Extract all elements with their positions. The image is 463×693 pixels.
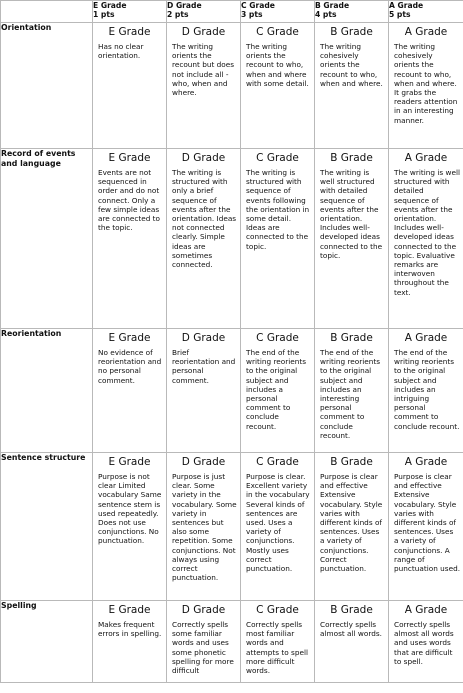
criterion-label: Sentence structure [1, 453, 93, 601]
cell-grade-title: E Grade [108, 26, 151, 38]
rubric-cell [389, 23, 463, 149]
rubric-cell [315, 149, 389, 329]
rubric-cell [167, 23, 241, 149]
criterion-label: Spelling [1, 601, 93, 683]
cell-grade-title: A Grade [404, 332, 448, 344]
cell-description: The writing cohesively orients the recount to who, when and where. [320, 42, 383, 88]
rubric-cell [93, 329, 167, 453]
grade-header-pts: 2 pts [167, 10, 189, 19]
rubric-cell [167, 329, 241, 453]
grade-header-name: C Grade [241, 1, 275, 10]
grade-header-b [315, 1, 389, 23]
cell-description: Purpose is clear. Excellent variety in the vocabulary Several kinds of sentences are used. Uses a variety of conjunctions. Mostly uses correct punctuation. [246, 472, 310, 574]
corner-cell [1, 1, 93, 23]
grade-header-c [241, 1, 315, 23]
rubric-cell [241, 453, 315, 601]
grade-header-pts: 1 pts [93, 10, 115, 19]
cell-grade-title: C Grade [256, 456, 299, 468]
cell-description: The writing is structured with sequence of events following the orientation in some detail. Ideas are connected to the topic. [246, 168, 310, 251]
rubric-cell [241, 23, 315, 149]
cell-grade-title: C Grade [256, 26, 299, 38]
rubric-cell [241, 149, 315, 329]
cell-grade-title: A Grade [404, 26, 448, 38]
rubric-cell [93, 23, 167, 149]
cell-description: Correctly spells almost all words and uses words that are difficult to spell. [394, 620, 454, 666]
rubric-cell [315, 23, 389, 149]
cell-description: Events are not sequenced in order and do not connect. Only a few simple ideas are connected to the topic. [98, 168, 160, 233]
cell-description: Purpose is not clear Limited vocabulary Same sentence stem is used repeatedly. Does not use conjunctions. No punctuation. [98, 472, 162, 546]
cell-description: The writing orients the recount to who, when and where with some detail. [246, 42, 309, 88]
cell-grade-title: B Grade [330, 152, 373, 164]
cell-grade-title: C Grade [256, 152, 299, 164]
rubric-cell [389, 601, 463, 683]
grade-header-e [93, 1, 167, 23]
cell-grade-title: A Grade [404, 456, 448, 468]
grade-header-pts: 5 pts [389, 10, 411, 19]
cell-description: The end of the writing reorients to the original subject and includes an interesting personal comment to conclude recount. [320, 348, 381, 440]
rubric-row-spelling [1, 601, 463, 683]
cell-grade-title: D Grade [181, 26, 226, 38]
rubric-row-reorientation [1, 329, 463, 453]
cell-description: No evidence of reorientation and no personal comment. [98, 348, 162, 385]
cell-grade-title: E Grade [108, 456, 151, 468]
rubric-cell [93, 453, 167, 601]
cell-description: The writing is well structured with detailed sequence of events after the orientation. Includes well-developed ideas connected to the topic. [320, 168, 383, 260]
rubric-cell [167, 149, 241, 329]
cell-description: Purpose is clear and effective Extensive vocabulary. Style varies with different kinds of sentences. Uses a variety of conjunctions. Correct punctuation. [320, 472, 383, 574]
cell-description: Purpose is clear and effective Extensive vocabulary. Style varies with different kinds of sentences. Uses a variety of conjunctions. A range of punctuation used. [394, 472, 461, 574]
grade-header-d [167, 1, 241, 23]
rubric-cell [389, 329, 463, 453]
rubric-cell [389, 453, 463, 601]
rubric-cell [315, 329, 389, 453]
cell-grade-title: D Grade [181, 456, 226, 468]
cell-grade-title: E Grade [108, 604, 151, 616]
grade-header-pts: 3 pts [241, 10, 263, 19]
rubric-cell [241, 601, 315, 683]
rubric-cell [93, 149, 167, 329]
cell-grade-title: A Grade [404, 604, 448, 616]
criterion-label: Record of events and language [1, 149, 93, 329]
cell-grade-title: A Grade [404, 152, 448, 164]
cell-description: Correctly spells most familiar words and attempts to spell more difficult words. [246, 620, 309, 676]
cell-grade-title: B Grade [330, 332, 373, 344]
cell-description: Has no clear orientation. [98, 42, 144, 61]
cell-description: The writing cohesively orients the recount to who, when and where. It grabs the readers attention in an interesting manner. [394, 42, 458, 125]
cell-grade-title: E Grade [108, 152, 151, 164]
cell-grade-title: B Grade [330, 604, 373, 616]
grade-header-name: D Grade [167, 1, 202, 10]
criterion-label: Reorientation [1, 329, 93, 453]
cell-grade-title: B Grade [330, 456, 373, 468]
cell-grade-title: D Grade [181, 152, 226, 164]
rubric-cell [167, 601, 241, 683]
cell-grade-title: C Grade [256, 332, 299, 344]
cell-description: The end of the writing reorients to the original subject and includes a personal comment to conclude recount. [246, 348, 307, 431]
cell-grade-title: B Grade [330, 26, 373, 38]
grade-header-a [389, 1, 463, 23]
grade-header-name: E Grade [93, 1, 127, 10]
cell-grade-title: C Grade [256, 604, 299, 616]
cell-description: The writing orients the recount but does not include all - who, when and where. [172, 42, 235, 98]
grade-header-name: A Grade [389, 1, 424, 10]
rubric-cell [93, 601, 167, 683]
rubric-row-sentence-structure [1, 453, 463, 601]
rubric-cell [389, 149, 463, 329]
cell-description: The end of the writing reorients to the original subject and includes an intriguing personal comment to conclude recount. [394, 348, 460, 431]
rubric-row-orientation [1, 23, 463, 149]
cell-grade-title: D Grade [181, 604, 226, 616]
rubric-cell [315, 453, 389, 601]
cell-description: Correctly spells almost all words. [320, 620, 382, 639]
cell-description: The writing is well structured with detailed sequence of events after the orientation. Includes well-developed ideas connected to the topic. Evaluative remarks are interwoven throughout the text. [394, 168, 461, 297]
rubric-cell [315, 601, 389, 683]
cell-description: The writing is structured with only a brief sequence of events after the orientation. Ideas not connected clearly. Simple ideas are sometimes connected. [172, 168, 237, 270]
grade-header-pts: 4 pts [315, 10, 337, 19]
grade-header-name: B Grade [315, 1, 350, 10]
cell-grade-title: E Grade [108, 332, 151, 344]
criterion-label: Orientation [1, 23, 93, 149]
header-row [1, 1, 463, 23]
cell-description: Makes frequent errors in spelling. [98, 620, 162, 639]
cell-grade-title: D Grade [181, 332, 226, 344]
cell-description: Purpose is just clear. Some variety in the vocabulary. Some variety in sentences but also some repetition. Some conjunctions. Not always using correct punctuation. [172, 472, 237, 583]
rubric-cell [167, 453, 241, 601]
rubric-cell [241, 329, 315, 453]
cell-description: Brief reorientation and personal comment. [172, 348, 236, 385]
rubric-row-record-of-events [1, 149, 463, 329]
cell-description: Correctly spells some familiar words and uses some phonetic spelling for more difficult [172, 620, 234, 676]
